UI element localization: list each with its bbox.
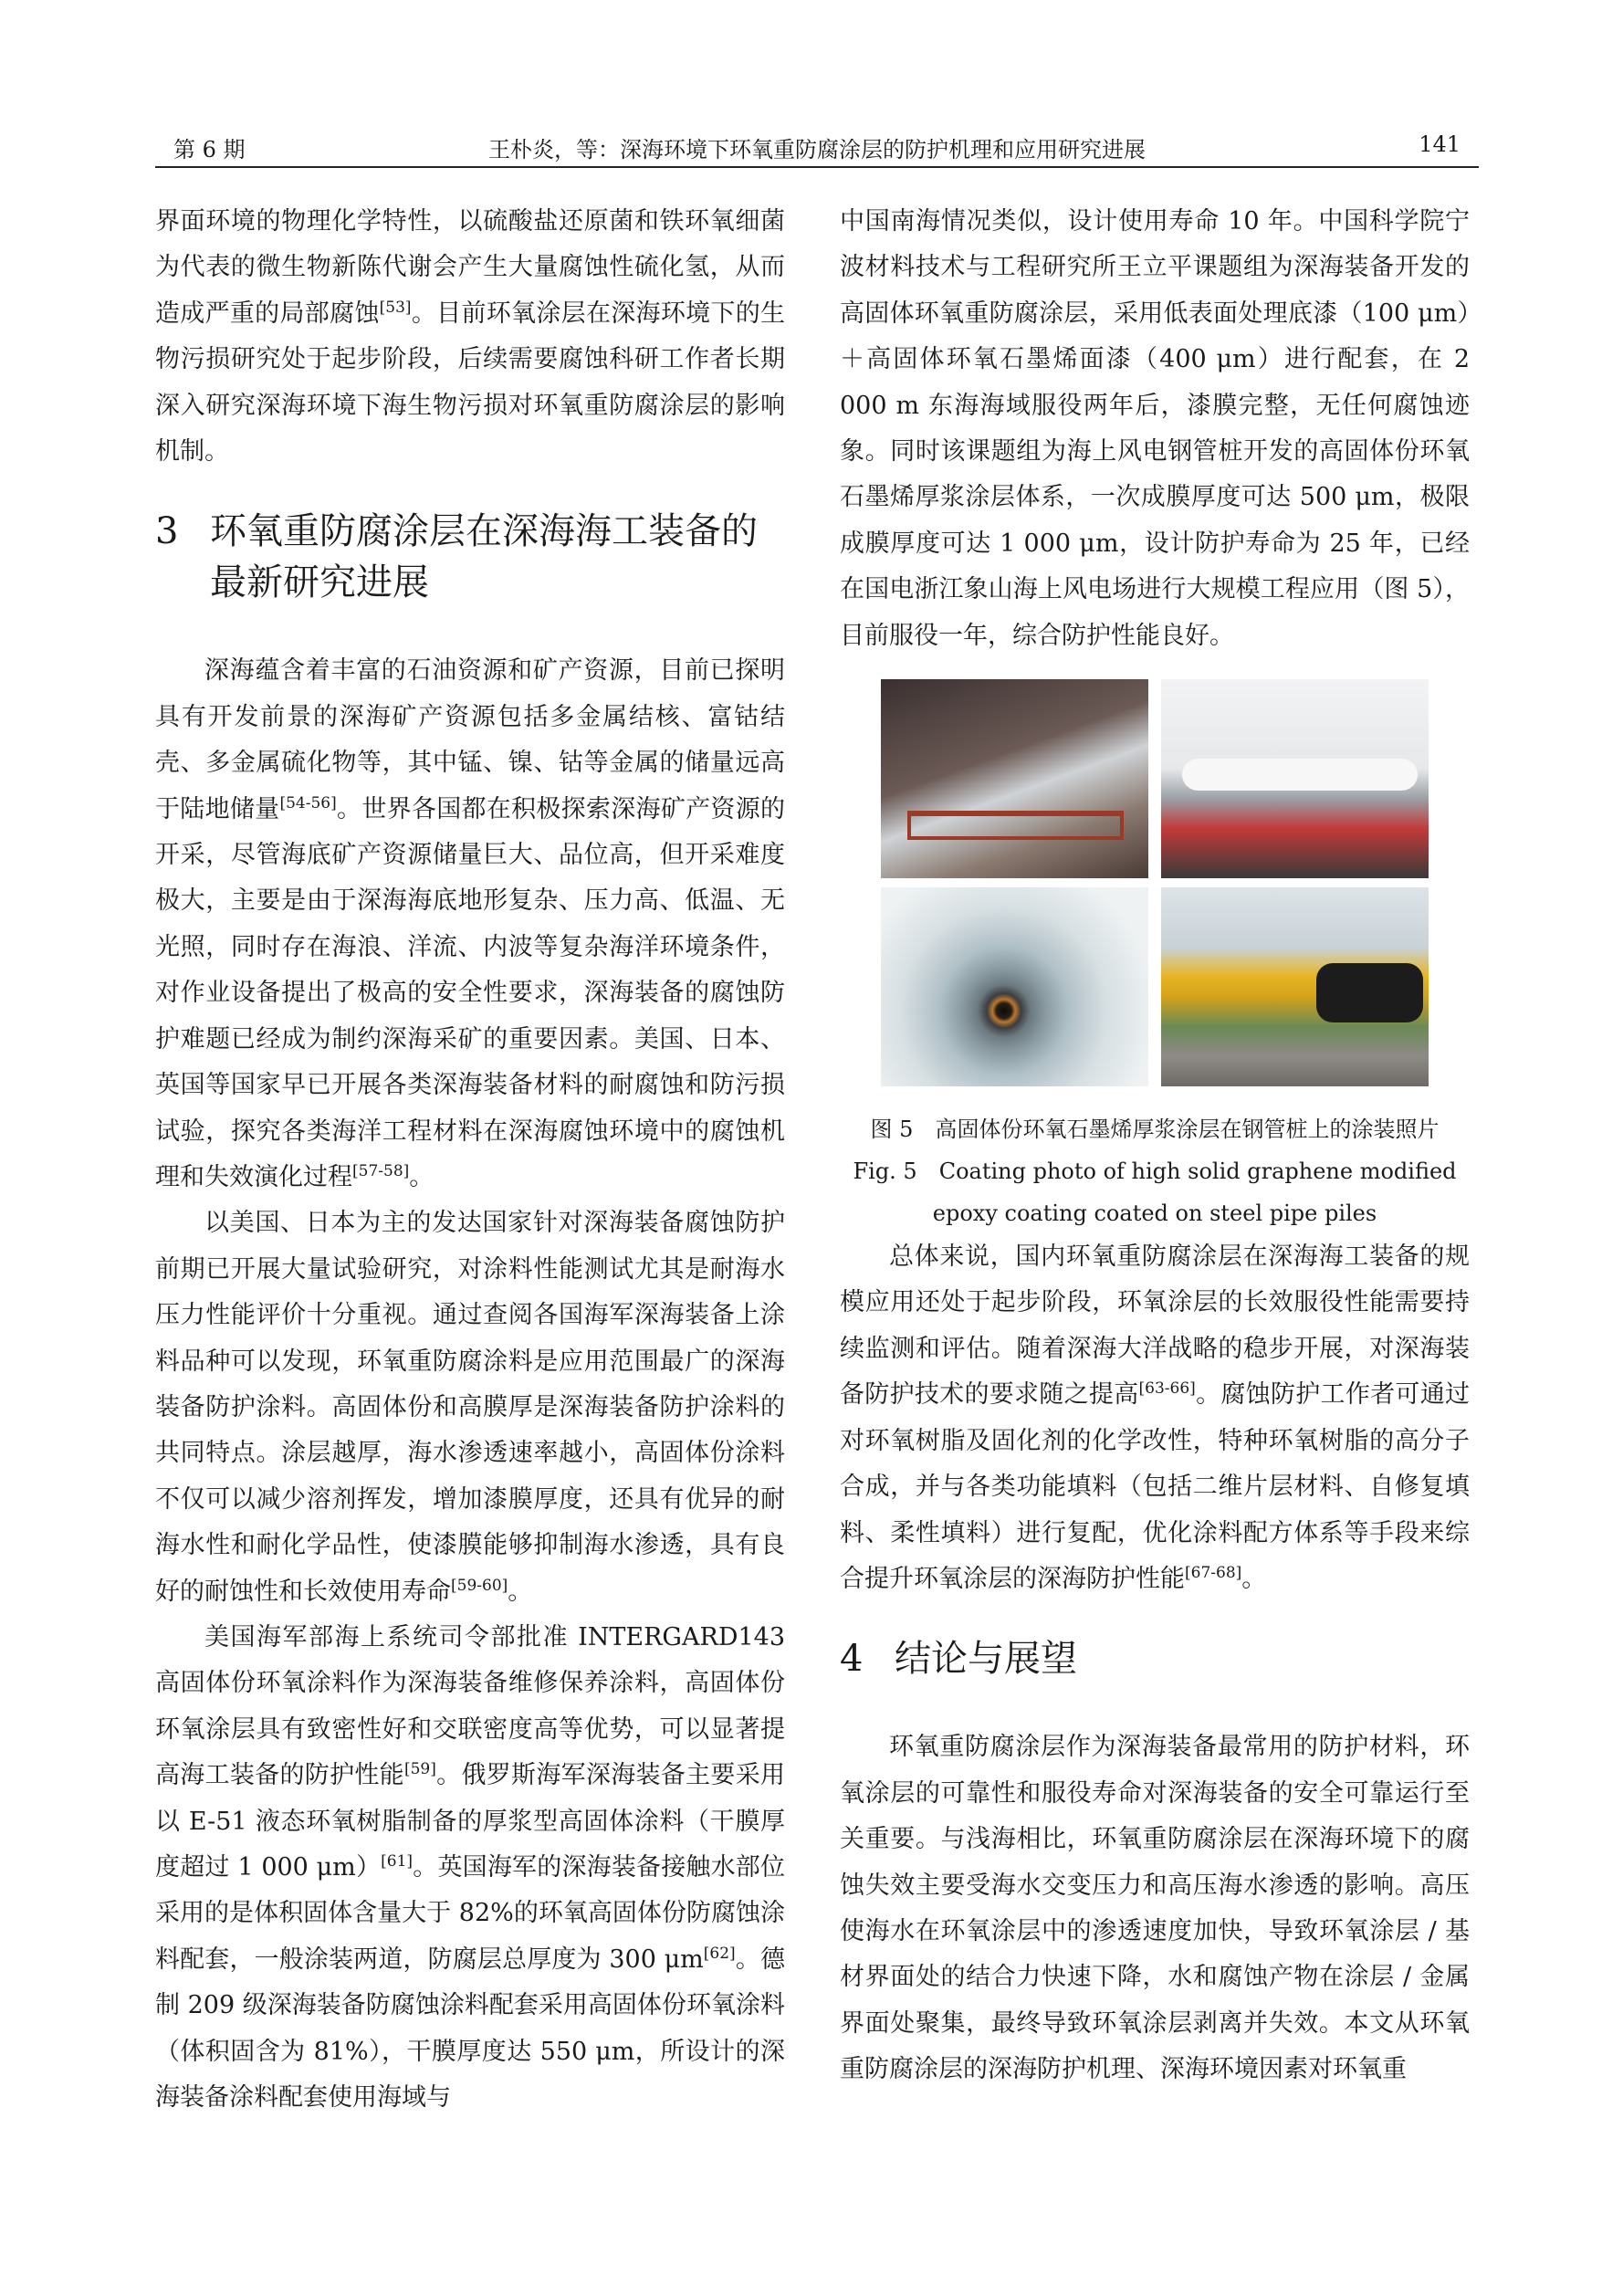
left-column bbox=[155, 199, 785, 2121]
section-heading-3 bbox=[155, 506, 785, 608]
figure-5 bbox=[840, 679, 1470, 1234]
paragraph-conclusion: 环氧重防腐涂层作为深海装备最常用的防护材料，环氧涂层的可靠性和服役寿命对深海装备的安全可靠运行至关重要。与浅海相比，环氧重防腐涂层在深海环境下的腐蚀失效主要受海水交变压力和高压海水渗透的影响。高压使海水在环氧涂层中的渗透速度加快，导致环氧涂层 / 基材界面处的结合力快速下降，水和腐蚀产物在涂层 / 金属界面处聚集，最终导致环氧涂层剥离并失效。本文从环氧重防腐涂层的深海防护机理、深海环境因素对环氧重 bbox=[840, 1733, 1470, 2084]
citation: [59-60] bbox=[451, 1576, 508, 1595]
citation: [67-68] bbox=[1185, 1563, 1242, 1582]
citation: [57-58] bbox=[352, 1161, 410, 1180]
figure-caption-en-line2: epoxy coating coated on steel pipe piles bbox=[932, 1200, 1377, 1227]
running-title: 王朴炎，等：深海环境下环氧重防腐涂层的防护机理和应用研究进展 bbox=[488, 137, 1146, 163]
section-heading-4 bbox=[840, 1633, 1470, 1684]
paragraph-summary: 总体来说，国内环氧重防腐涂层在深海海工装备的规模应用还处于起步阶段，环氧涂层的长效服役性能需要持续监测和评估。随着深海大洋战略的稳步开展，对深海装备防护技术的要求随之提高[63-66]。腐蚀防护工作者可通过对环氧树脂及固化剂的化学改性，特种环氧树脂的高分子合成，并与各类功能填料（包括二维片层材料、自修复填料、柔性填料）进行复配，优化涂料配方体系等手段来综合提升环氧涂层的深海防护性能[67-68]。 bbox=[840, 1242, 1471, 1593]
section-title: 环氧重防腐涂层在深海海工装备的最新研究进展 bbox=[210, 510, 758, 604]
paragraph-developed-countries: 以美国、日本为主的发达国家针对深海装备腐蚀防护前期已开展大量试验研究，对涂料性能测试尤其是耐海水压力性能评价十分重视。通过查阅各国海军深海装备上涂料品种可以发现，环氧重防腐涂料是应用范围最广的深海装备防护涂料。高固体份和高膜厚是深海装备防护涂料的共同特点。涂层越厚，海水渗透速率越小，高固体份涂料不仅可以减少溶剂挥发，增加漆膜厚度，还具有优异的耐海水性和耐化学品性，使漆膜能够抑制海水渗透，具有良好的耐蚀性和长效使用寿命[59-60]。 bbox=[155, 1209, 785, 1606]
paragraph-navy-coatings: 美国海军部海上系统司令部批准 INTERGARD143 高固体份环氧涂料作为深海装备维修保养涂料，高固体份环氧涂层具有致密性好和交联密度高等优势，可以显著提高海工装备的防护性能[59]。俄罗斯海军深海装备主要采用以 E-51 液态环氧树脂制备的厚浆型高固体涂料（干膜厚度超过 1 000 μm）[61]。英国海军的深海装备接触水部位采用的是体积固体含量大于 82%的环氧高固体份防腐蚀涂料配套，一般涂装两道，防腐层总厚度为 300 μm[62]。德制 209 级深海装备防腐蚀涂料配套采用高固体份环氧涂料（体积固含为 81%），干膜厚度达 550 μm，所设计的深海装备涂料配套使用海域与 bbox=[155, 1622, 786, 2113]
section-title: 结论与展望 bbox=[895, 1638, 1077, 1681]
figure-caption-zh: 图 5 高固体份环氧石墨烯厚浆涂层在钢管桩上的涂装照片 bbox=[870, 1117, 1440, 1143]
citation: [54-56] bbox=[279, 793, 337, 813]
figure-caption-en-line1: Fig. 5 Coating photo of high solid graphene modified bbox=[853, 1158, 1457, 1185]
photo-coated-pipe-pile-side bbox=[881, 679, 1148, 878]
issue-number: 第 6 期 bbox=[173, 137, 246, 163]
header-rule bbox=[155, 166, 1479, 168]
photo-grid bbox=[881, 679, 1429, 1086]
citation: [63-66] bbox=[1138, 1379, 1196, 1399]
photo-pipe-piles-yard bbox=[1161, 679, 1429, 878]
section-number: 4 bbox=[840, 1638, 864, 1681]
section-number: 3 bbox=[155, 510, 179, 553]
citation: [53] bbox=[379, 298, 412, 317]
page-number: 141 bbox=[1419, 131, 1461, 157]
right-column bbox=[840, 199, 1470, 2093]
citation: [59] bbox=[403, 1760, 436, 1779]
paragraph-china-south-sea: 中国南海情况类似，设计使用寿命 10 年。中国科学院宁波材料技术与工程研究所王立平课题组为深海装备开发的高固体环氧重防腐涂层，采用低表面处理底漆（100 μm）＋高固体环氧石墨烯面漆（400 μm）进行配套，在 2 000 m 东海海域服役两年后，漆膜完整，无任何腐蚀迹象。同时该课题组为海上风电钢管桩开发的高固体份环氧石墨烯厚浆涂层体系，一次成膜厚度可达 500 μm，极限成膜厚度可达 1 000 μm，设计防护寿命为 25 年，已经在国电浙江象山海上风电场进行大规模工程应用（图 5），目前服役一年，综合防护性能良好。 bbox=[840, 207, 1470, 650]
paragraph-biofouling: 界面环境的物理化学特性，以硫酸盐还原菌和铁环氧细菌为代表的微生物新陈代谢会产生大量腐蚀性硫化氢，从而造成严重的局部腐蚀[53]。目前环氧涂层在深海环境下的生物污损研究处于起步阶段，后续需要腐蚀科研工作者长期深入研究深海环境下海生物污损对环氧重防腐涂层的影响机制。 bbox=[155, 207, 786, 467]
running-header bbox=[155, 128, 1479, 168]
paragraph-deep-sea-resources: 深海蕴含着丰富的石油资源和矿产资源，目前已探明具有开发前景的深海矿产资源包括多金属结核、富钴结壳、多金属硫化物等，其中锰、镍、钴等金属的储量远高于陆地储量[54-56]。世界各国都在积极探索深海矿产资源的开采，尽管海底矿产资源储量巨大、品位高，但开采难度极大，主要是由于深海海底地形复杂、压力高、低温、无光照，同时存在海浪、洋流、内波等复杂海洋环境条件，对作业设备提出了极高的安全性要求，深海装备的腐蚀防护难题已经成为制约深海采矿的重要因素。美国、日本、英国等国家早已开展各类深海装备材料的耐腐蚀和防污损试验，探究各类海洋工程材料在深海腐蚀环境中的腐蚀机理和失效演化过程[57-58]。 bbox=[155, 656, 786, 1191]
citation: [62] bbox=[703, 1944, 736, 1963]
photo-pipe-pile-interior bbox=[881, 887, 1148, 1086]
photo-pipe-pile-transport bbox=[1161, 887, 1429, 1086]
citation: [61] bbox=[381, 1852, 414, 1871]
